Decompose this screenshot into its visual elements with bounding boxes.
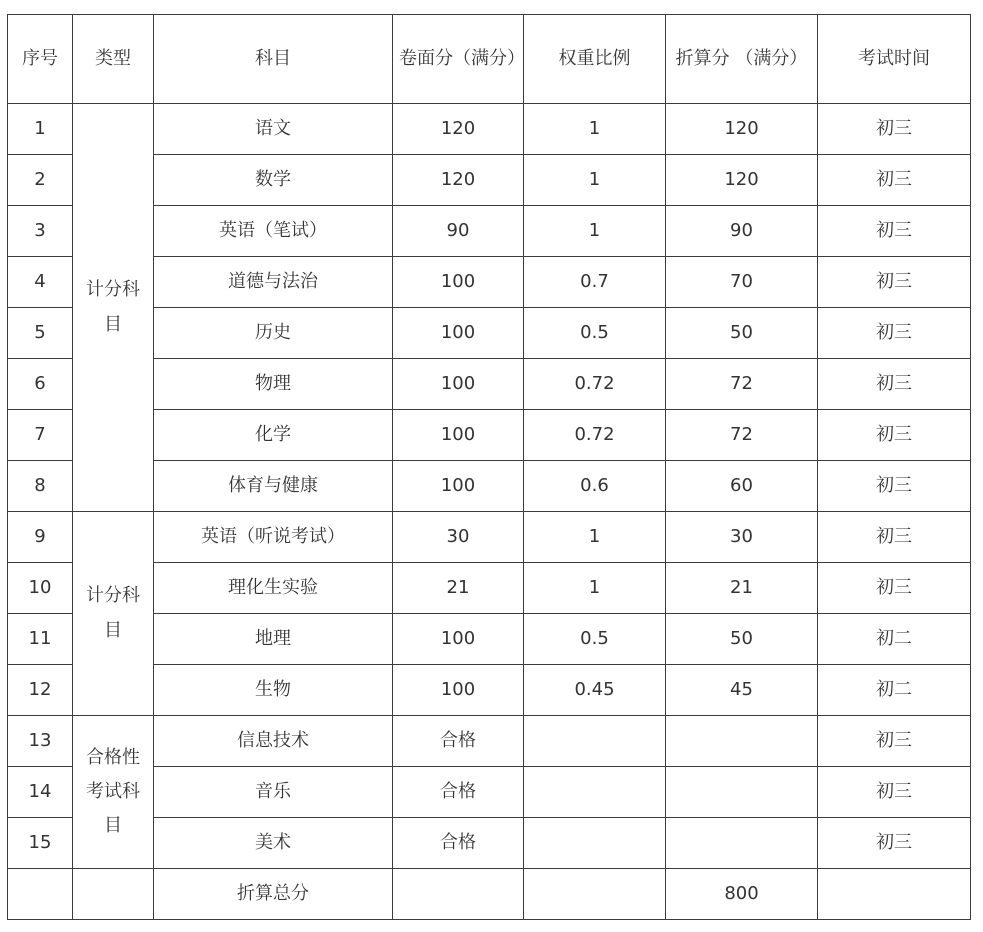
row-raw-score: 90 <box>393 206 524 257</box>
header-weight: 权重比例 <box>524 15 666 104</box>
row-weight: 1 <box>524 563 666 614</box>
row-raw-score: 100 <box>393 614 524 665</box>
row-subject: 化学 <box>154 410 393 461</box>
row-index: 4 <box>8 257 73 308</box>
header-subject: 科目 <box>154 15 393 104</box>
row-subject: 历史 <box>154 308 393 359</box>
row-weight <box>524 818 666 869</box>
row-raw-score: 100 <box>393 461 524 512</box>
row-converted: 30 <box>666 512 818 563</box>
row-converted <box>666 767 818 818</box>
row-raw-score: 100 <box>393 257 524 308</box>
row-converted <box>666 818 818 869</box>
row-raw-score: 120 <box>393 104 524 155</box>
total-index-cell <box>8 869 73 920</box>
row-weight: 0.6 <box>524 461 666 512</box>
row-converted: 21 <box>666 563 818 614</box>
row-exam-time: 初三 <box>818 512 971 563</box>
row-subject: 美术 <box>154 818 393 869</box>
row-converted: 70 <box>666 257 818 308</box>
row-raw-score: 100 <box>393 665 524 716</box>
row-subject: 物理 <box>154 359 393 410</box>
row-weight: 0.45 <box>524 665 666 716</box>
row-converted: 45 <box>666 665 818 716</box>
total-type-cell <box>73 869 154 920</box>
row-weight <box>524 767 666 818</box>
row-index: 15 <box>8 818 73 869</box>
row-index: 9 <box>8 512 73 563</box>
total-raw-score-cell <box>393 869 524 920</box>
row-converted: 120 <box>666 155 818 206</box>
total-weight-cell <box>524 869 666 920</box>
row-weight <box>524 716 666 767</box>
row-exam-time: 初三 <box>818 359 971 410</box>
row-exam-time: 初三 <box>818 767 971 818</box>
row-subject: 英语（听说考试） <box>154 512 393 563</box>
row-exam-time: 初三 <box>818 818 971 869</box>
row-subject: 音乐 <box>154 767 393 818</box>
row-index: 5 <box>8 308 73 359</box>
row-subject: 体育与健康 <box>154 461 393 512</box>
header-index: 序号 <box>8 15 73 104</box>
row-converted: 120 <box>666 104 818 155</box>
row-weight: 0.72 <box>524 410 666 461</box>
table-row <box>8 512 971 563</box>
row-converted: 90 <box>666 206 818 257</box>
row-converted: 72 <box>666 359 818 410</box>
row-raw-score: 100 <box>393 410 524 461</box>
row-subject: 信息技术 <box>154 716 393 767</box>
total-value: 800 <box>666 869 818 920</box>
row-index: 13 <box>8 716 73 767</box>
header-type: 类型 <box>73 15 154 104</box>
header-row <box>8 15 971 104</box>
row-weight: 0.5 <box>524 614 666 665</box>
row-exam-time: 初三 <box>818 410 971 461</box>
row-exam-time: 初三 <box>818 461 971 512</box>
header-raw-score: 卷面分（满分） <box>393 15 524 104</box>
row-index: 7 <box>8 410 73 461</box>
row-weight: 1 <box>524 104 666 155</box>
row-index: 8 <box>8 461 73 512</box>
score-table <box>7 14 971 920</box>
row-raw-score: 100 <box>393 308 524 359</box>
table-body <box>8 104 971 869</box>
table-row <box>8 716 971 767</box>
row-index: 14 <box>8 767 73 818</box>
row-subject: 理化生实验 <box>154 563 393 614</box>
row-exam-time: 初三 <box>818 155 971 206</box>
row-subject: 地理 <box>154 614 393 665</box>
row-exam-time: 初三 <box>818 716 971 767</box>
header-converted: 折算分 （满分） <box>666 15 818 104</box>
row-exam-time: 初三 <box>818 104 971 155</box>
row-raw-score: 21 <box>393 563 524 614</box>
row-raw-score: 30 <box>393 512 524 563</box>
row-subject: 英语（笔试） <box>154 206 393 257</box>
row-weight: 1 <box>524 512 666 563</box>
row-index: 12 <box>8 665 73 716</box>
total-row <box>8 869 971 920</box>
row-weight: 1 <box>524 155 666 206</box>
row-exam-time: 初三 <box>818 308 971 359</box>
total-label: 折算总分 <box>154 869 393 920</box>
table-row <box>8 104 971 155</box>
row-exam-time: 初三 <box>818 257 971 308</box>
row-index: 1 <box>8 104 73 155</box>
row-subject: 生物 <box>154 665 393 716</box>
row-index: 6 <box>8 359 73 410</box>
row-raw-score: 合格 <box>393 818 524 869</box>
row-raw-score: 100 <box>393 359 524 410</box>
row-exam-time: 初二 <box>818 614 971 665</box>
row-index: 2 <box>8 155 73 206</box>
row-exam-time: 初二 <box>818 665 971 716</box>
row-type-group: 计分科目 <box>73 104 154 512</box>
row-converted: 50 <box>666 614 818 665</box>
row-type-group: 合格性考试科目 <box>73 716 154 869</box>
row-index: 3 <box>8 206 73 257</box>
total-exam-time-cell <box>818 869 971 920</box>
row-converted: 50 <box>666 308 818 359</box>
row-index: 10 <box>8 563 73 614</box>
row-weight: 0.5 <box>524 308 666 359</box>
row-subject: 道德与法治 <box>154 257 393 308</box>
row-subject: 语文 <box>154 104 393 155</box>
row-subject: 数学 <box>154 155 393 206</box>
row-converted <box>666 716 818 767</box>
row-raw-score: 合格 <box>393 716 524 767</box>
row-type-group: 计分科目 <box>73 512 154 716</box>
header-exam-time: 考试时间 <box>818 15 971 104</box>
row-raw-score: 合格 <box>393 767 524 818</box>
row-index: 11 <box>8 614 73 665</box>
row-weight: 1 <box>524 206 666 257</box>
row-exam-time: 初三 <box>818 563 971 614</box>
row-weight: 0.72 <box>524 359 666 410</box>
row-weight: 0.7 <box>524 257 666 308</box>
row-converted: 72 <box>666 410 818 461</box>
row-converted: 60 <box>666 461 818 512</box>
row-raw-score: 120 <box>393 155 524 206</box>
row-exam-time: 初三 <box>818 206 971 257</box>
